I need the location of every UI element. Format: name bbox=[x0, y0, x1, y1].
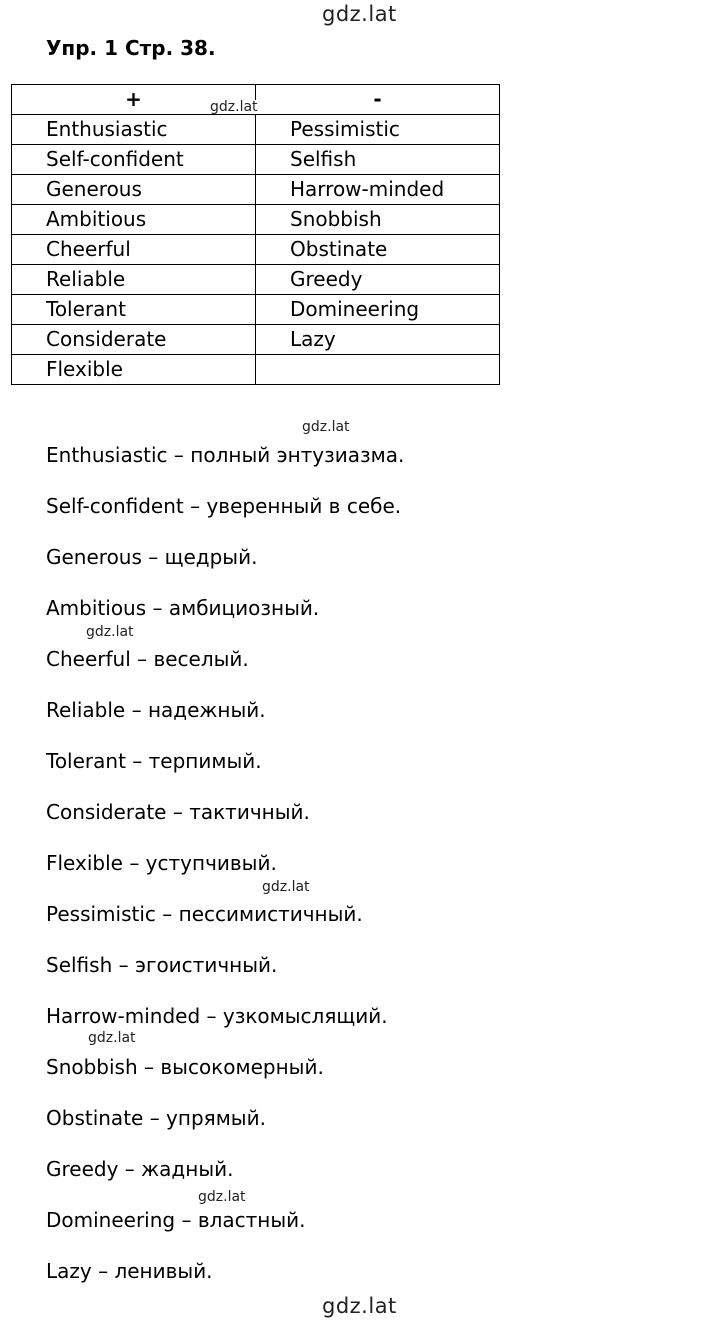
page-title: Упр. 1 Стр. 38. bbox=[46, 36, 216, 60]
cell-positive: Self-confident bbox=[12, 145, 256, 175]
cell-positive: Ambitious bbox=[12, 205, 256, 235]
cell-negative: Domineering bbox=[256, 295, 500, 325]
table-row bbox=[12, 265, 500, 295]
list-item: Snobbish – высокомерный. bbox=[46, 1055, 324, 1079]
table-row bbox=[12, 205, 500, 235]
watermark-table-header: gdz.lat bbox=[210, 99, 258, 115]
table-row bbox=[12, 355, 500, 385]
table-row bbox=[12, 295, 500, 325]
cell-positive: Enthusiastic bbox=[12, 115, 256, 145]
list-item: Selfish – эгоистичный. bbox=[46, 953, 278, 977]
watermark-after-greedy: gdz.lat bbox=[198, 1189, 246, 1205]
cell-negative bbox=[256, 355, 500, 385]
cell-negative: Pessimistic bbox=[256, 115, 500, 145]
cell-negative: Obstinate bbox=[256, 235, 500, 265]
header-positive: + bbox=[12, 85, 256, 115]
cell-positive: Generous bbox=[12, 175, 256, 205]
table-row bbox=[12, 115, 500, 145]
cell-negative: Greedy bbox=[256, 265, 500, 295]
list-item: Obstinate – упрямый. bbox=[46, 1106, 266, 1130]
list-item: Domineering – властный. bbox=[46, 1208, 306, 1232]
table-row bbox=[12, 325, 500, 355]
list-item: Self-confident – уверенный в себе. bbox=[46, 494, 402, 518]
list-item: Ambitious – амбициозный. bbox=[46, 596, 320, 620]
table-row bbox=[12, 145, 500, 175]
list-item: Reliable – надежный. bbox=[46, 698, 266, 722]
cell-negative: Selfish bbox=[256, 145, 500, 175]
list-item: Harrow-minded – узкомыслящий. bbox=[46, 1004, 388, 1028]
list-item: Tolerant – терпимый. bbox=[46, 749, 262, 773]
list-item: Generous – щедрый. bbox=[46, 545, 258, 569]
list-item: Lazy – ленивый. bbox=[46, 1259, 213, 1283]
list-item: Cheerful – веселый. bbox=[46, 647, 249, 671]
definitions-list bbox=[46, 441, 404, 1308]
watermark-below-table: gdz.lat bbox=[302, 419, 350, 435]
cell-positive: Tolerant bbox=[12, 295, 256, 325]
watermark-bottom: gdz.lat bbox=[322, 1294, 397, 1318]
cell-positive: Reliable bbox=[12, 265, 256, 295]
watermark-top: gdz.lat bbox=[322, 2, 397, 26]
watermark-after-ambitious: gdz.lat bbox=[86, 624, 134, 640]
list-item: Pessimistic – пессимистичный. bbox=[46, 902, 363, 926]
watermark-after-flexible: gdz.lat bbox=[262, 879, 310, 895]
cell-negative: Lazy bbox=[256, 325, 500, 355]
header-negative: - bbox=[256, 85, 500, 115]
cell-positive: Considerate bbox=[12, 325, 256, 355]
list-item: Flexible – уступчивый. bbox=[46, 851, 277, 875]
table-row bbox=[12, 175, 500, 205]
cell-positive: Flexible bbox=[12, 355, 256, 385]
list-item: Enthusiastic – полный энтузиазма. bbox=[46, 443, 405, 467]
character-traits-table bbox=[11, 84, 500, 385]
list-item: Greedy – жадный. bbox=[46, 1157, 234, 1181]
watermark-after-harrow: gdz.lat bbox=[88, 1030, 136, 1046]
list-item: Considerate – тактичный. bbox=[46, 800, 310, 824]
cell-negative: Snobbish bbox=[256, 205, 500, 235]
table-row bbox=[12, 235, 500, 265]
cell-negative: Harrow-minded bbox=[256, 175, 500, 205]
cell-positive: Cheerful bbox=[12, 235, 256, 265]
